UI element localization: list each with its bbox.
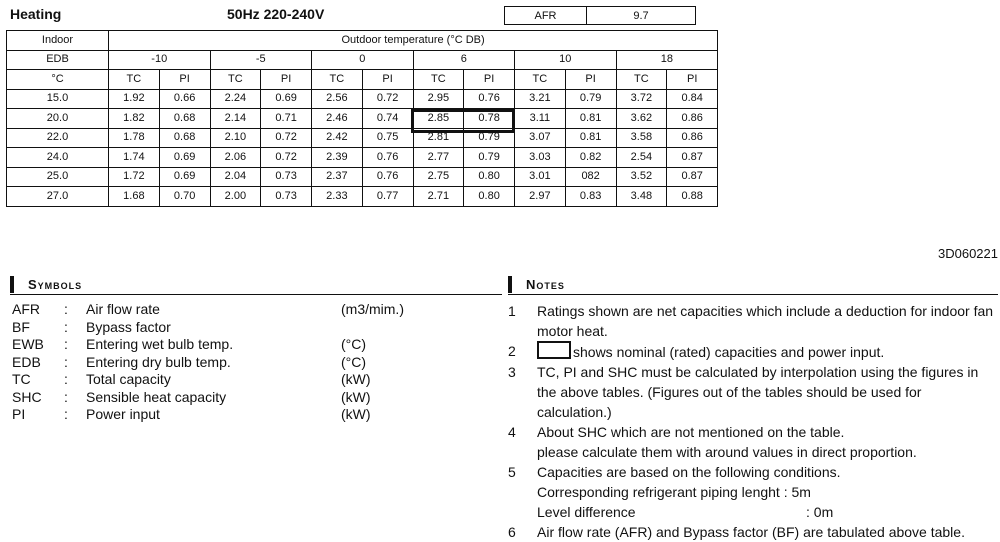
pi-value: 0.76: [362, 148, 413, 168]
table-row: [7, 109, 718, 129]
note-text: : 0m: [806, 504, 834, 520]
pi-value: 0.77: [362, 187, 413, 207]
symbol-abbr: BF: [12, 318, 30, 335]
tc-value: 2.24: [210, 89, 261, 109]
tc-value: 3.58: [616, 128, 667, 148]
tc-value: 1.78: [109, 128, 160, 148]
pi-header: PI: [464, 70, 515, 90]
table-row: [7, 148, 718, 168]
note-number: 2: [508, 343, 516, 359]
note-number: 6: [508, 524, 516, 540]
pi-value: 0.79: [464, 148, 515, 168]
tc-value: 2.77: [413, 148, 464, 168]
symbol-unit: (°C): [341, 336, 367, 352]
tc-value: 3.03: [515, 148, 566, 168]
symbol-row: [12, 319, 404, 337]
symbol-desc: Total capacity: [86, 371, 171, 387]
edb-value: 27.0: [7, 187, 109, 207]
tc-value: 1.82: [109, 109, 160, 129]
pi-value: 0.71: [261, 109, 312, 129]
symbol-unit: (°C): [341, 353, 367, 370]
symbol-colon: :: [64, 353, 68, 370]
note-number: 1: [508, 303, 516, 319]
pi-value: 0.79: [565, 89, 616, 109]
notes-rule: [508, 294, 998, 295]
pi-value: 0.66: [159, 89, 210, 109]
symbol-row: [12, 389, 404, 407]
outdoor-temp-header: -10: [109, 50, 211, 70]
tc-value: 2.85: [413, 109, 464, 129]
pi-value: 0.72: [261, 128, 312, 148]
symbol-colon: :: [64, 318, 68, 335]
pi-value: 0.72: [362, 89, 413, 109]
symbols-heading: [10, 276, 82, 293]
section-marker: [508, 276, 512, 293]
tc-value: 2.42: [312, 128, 363, 148]
symbol-row: [12, 301, 404, 319]
symbol-abbr: AFR: [12, 301, 40, 317]
notes-heading: [508, 276, 565, 293]
note-text: shows nominal (rated) capacities and power input.: [573, 344, 885, 360]
pi-value: 0.80: [464, 187, 515, 207]
tc-header: TC: [515, 70, 566, 90]
symbol-desc: Power input: [86, 406, 160, 422]
tc-value: 2.75: [413, 167, 464, 187]
symbols-rule: [10, 294, 502, 295]
outdoor-temp-header: 0: [312, 50, 414, 70]
table-row: [7, 167, 718, 187]
pi-value: 0.81: [565, 128, 616, 148]
tc-value: 3.72: [616, 89, 667, 109]
afr-value: 9.7: [633, 9, 649, 22]
note-number: 5: [508, 464, 516, 480]
symbol-colon: :: [64, 406, 68, 422]
pi-value: 0.69: [261, 89, 312, 109]
pi-value: 0.73: [261, 167, 312, 187]
outdoor-temp-header: 10: [515, 50, 617, 70]
symbol-unit: (m3/mim.): [341, 301, 404, 317]
edb-value: 25.0: [7, 167, 109, 187]
nominal-box-icon: [537, 341, 571, 359]
pi-value: 0.79: [464, 128, 515, 148]
symbol-desc: Sensible heat capacity: [86, 388, 227, 405]
symbol-abbr: EWB: [12, 336, 44, 352]
indoor-header: Indoor: [7, 31, 109, 51]
tc-value: 1.72: [109, 167, 160, 187]
symbol-abbr: PI: [12, 406, 26, 422]
symbols-title: Symbols: [28, 277, 83, 292]
pi-value: 0.81: [565, 109, 616, 129]
pi-value: 0.87: [667, 148, 718, 168]
symbol-row: [12, 354, 404, 372]
symbol-abbr: TC: [12, 371, 31, 387]
tc-value: 2.37: [312, 167, 363, 187]
tc-value: 2.56: [312, 89, 363, 109]
symbol-colon: :: [64, 336, 68, 352]
page-title: Heating: [10, 6, 62, 22]
symbol-row: [12, 371, 404, 389]
outdoor-temp-header: 18: [616, 50, 718, 70]
pi-value: 0.80: [464, 167, 515, 187]
pi-value: 0.68: [159, 128, 210, 148]
symbol-unit: (kW): [341, 406, 371, 422]
tc-value: 3.48: [616, 187, 667, 207]
symbol-desc: Entering wet bulb temp.: [86, 336, 234, 352]
pi-value: 0.86: [667, 128, 718, 148]
edb-value: 22.0: [7, 128, 109, 148]
outdoor-temp-header: 6: [413, 50, 515, 70]
power-spec: 50Hz 220-240V: [227, 6, 325, 22]
pi-value: 082: [565, 167, 616, 187]
table-row: [7, 128, 718, 148]
pi-value: 0.86: [667, 109, 718, 129]
note-text: please calculate them with around values in direct proportion.: [537, 444, 917, 460]
tc-header: TC: [312, 70, 363, 90]
symbol-desc: Bypass factor: [86, 318, 171, 335]
symbol-unit: (kW): [341, 371, 371, 387]
afr-label: AFR: [505, 7, 587, 24]
pi-value: 0.72: [261, 148, 312, 168]
table-row: [7, 89, 718, 109]
pi-value: 0.87: [667, 167, 718, 187]
note-item: [508, 301, 998, 341]
outdoor-temp-header: -5: [210, 50, 312, 70]
note-number: 4: [508, 424, 516, 440]
unit-header: °C: [7, 70, 109, 90]
notes-title: Notes: [526, 277, 565, 292]
pi-value: 0.70: [159, 187, 210, 207]
pi-value: 0.76: [362, 167, 413, 187]
nominal-highlight-box: [411, 109, 515, 133]
document-code: 3D060221: [938, 246, 998, 261]
note-item: [508, 341, 998, 362]
outdoor-header: Outdoor temperature (°C DB): [109, 31, 718, 51]
tc-value: 2.39: [312, 148, 363, 168]
note-text: Corresponding refrigerant piping lenght : 5m: [537, 484, 811, 500]
symbol-colon: :: [64, 301, 68, 317]
pi-header: PI: [159, 70, 210, 90]
note-item: [508, 522, 998, 542]
edb-value: 20.0: [7, 109, 109, 129]
tc-value: 3.21: [515, 89, 566, 109]
symbol-desc: Entering dry bulb temp.: [86, 353, 231, 370]
pi-value: 0.69: [159, 167, 210, 187]
tc-value: 2.00: [210, 187, 261, 207]
pi-header: PI: [667, 70, 718, 90]
note-text: Level difference: [537, 504, 636, 520]
note-item: [508, 422, 998, 462]
tc-value: 1.68: [109, 187, 160, 207]
tc-value: 1.92: [109, 89, 160, 109]
tc-value: 3.62: [616, 109, 667, 129]
note-number: 3: [508, 364, 516, 380]
tc-value: 2.54: [616, 148, 667, 168]
tc-value: 3.52: [616, 167, 667, 187]
symbol-desc: Air flow rate: [86, 301, 160, 317]
symbol-unit: (kW): [341, 388, 371, 405]
tc-value: 2.81: [413, 128, 464, 148]
tc-value: 2.33: [312, 187, 363, 207]
table-row: [7, 187, 718, 207]
pi-value: 0.82: [565, 148, 616, 168]
tc-value: 2.04: [210, 167, 261, 187]
tc-value: 2.06: [210, 148, 261, 168]
pi-value: 0.84: [667, 89, 718, 109]
symbol-colon: :: [64, 371, 68, 387]
pi-value: 0.68: [159, 109, 210, 129]
performance-table: [6, 30, 718, 207]
tc-header: TC: [413, 70, 464, 90]
edb-value: 24.0: [7, 148, 109, 168]
edb-value: 15.0: [7, 89, 109, 109]
pi-header: PI: [362, 70, 413, 90]
pi-value: 0.83: [565, 187, 616, 207]
tc-value: 2.46: [312, 109, 363, 129]
section-marker: [10, 276, 14, 293]
pi-value: 0.78: [464, 109, 515, 129]
note-text: Ratings shown are net capacities which include a deduction for indoor fan motor heat.: [537, 303, 994, 339]
afr-box: [504, 6, 696, 25]
tc-value: 2.71: [413, 187, 464, 207]
tc-value: 3.01: [515, 167, 566, 187]
pi-header: PI: [565, 70, 616, 90]
tc-value: 3.07: [515, 128, 566, 148]
tc-header: TC: [210, 70, 261, 90]
tc-value: 1.74: [109, 148, 160, 168]
tc-value: 2.97: [515, 187, 566, 207]
symbol-row: [12, 336, 404, 354]
symbols-list: [12, 301, 404, 424]
pi-value: 0.75: [362, 128, 413, 148]
pi-value: 0.74: [362, 109, 413, 129]
note-item: [508, 462, 998, 522]
tc-value: 2.95: [413, 89, 464, 109]
tc-value: 2.10: [210, 128, 261, 148]
symbol-colon: :: [64, 388, 68, 405]
symbol-abbr: EDB: [12, 353, 41, 370]
note-text: About SHC which are not mentioned on the table.: [537, 424, 845, 440]
pi-value: 0.88: [667, 187, 718, 207]
note-item: [508, 362, 998, 422]
tc-header: TC: [616, 70, 667, 90]
note-text: TC, PI and SHC must be calculated by interpolation using the figures in the above tables. (Figures out of the tables should be used for calculation.): [537, 364, 979, 420]
pi-header: PI: [261, 70, 312, 90]
tc-value: 2.14: [210, 109, 261, 129]
symbol-row: [12, 406, 404, 424]
pi-value: 0.76: [464, 89, 515, 109]
edb-header: EDB: [7, 50, 109, 70]
note-text: Capacities are based on the following conditions.: [537, 464, 841, 480]
notes-list: [508, 301, 998, 542]
pi-value: 0.73: [261, 187, 312, 207]
note-text: Air flow rate (AFR) and Bypass factor (BF) are tabulated above table.: [537, 524, 965, 540]
pi-value: 0.69: [159, 148, 210, 168]
tc-value: 3.11: [515, 109, 566, 129]
symbol-abbr: SHC: [12, 388, 42, 405]
tc-header: TC: [109, 70, 160, 90]
